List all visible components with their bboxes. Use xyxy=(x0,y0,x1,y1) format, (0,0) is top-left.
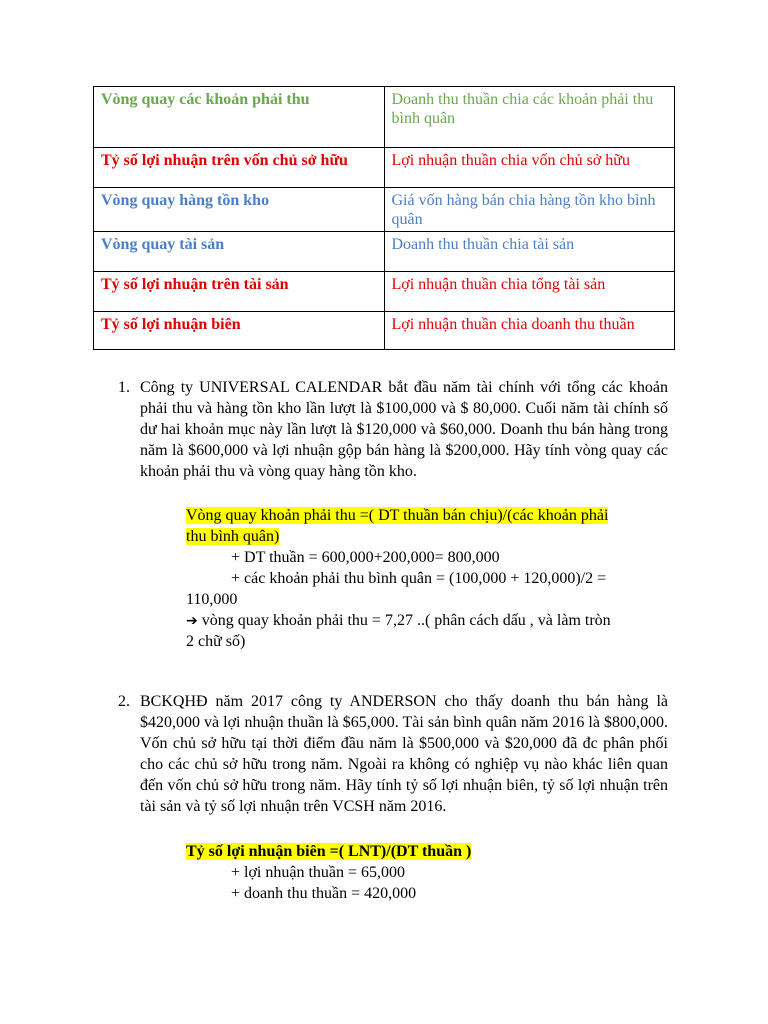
answer-heading: Vòng quay khoản phải thu =( DT thuần bán chịu)/(các khoản phải xyxy=(186,507,609,524)
arrow-right-icon: ➔ xyxy=(186,613,198,629)
calc-step: + lợi nhuận thuần = 65,000 xyxy=(231,864,406,881)
question-text: BCKQHĐ năm 2017 công ty ANDERSON cho thấy doanh thu bán hàng là $420,000 và lợi nhuận thuần là $65,000. Tài sản bình quân năm 2016 là $800,000. Vốn chủ sở hữu tại thời điểm đầu năm là $500,000 và $20,000 đã đc phân phối cho các chủ sở hữu trong năm. Ngoài ra không có nghiệp vụ nào khác liên quan đến vốn chủ sở hữu trong năm. Hãy tính tỷ số lợi nhuận biên, tỷ số lợi nhuận trên tài sản và tỷ số lợi nhuận trên VCSH năm 2016. xyxy=(140,693,668,815)
term-cell: Tỷ số lợi nhuận biên xyxy=(94,312,385,350)
table-row xyxy=(94,188,675,232)
question-number: 2. xyxy=(118,693,130,710)
formula-cell: Lợi nhuận thuần chia tổng tài sản xyxy=(384,272,675,312)
formula-cell: Lợi nhuận thuần chia vốn chủ sở hữu xyxy=(384,148,675,188)
answer-heading-cont: thu bình quân) xyxy=(186,528,280,545)
ratio-table xyxy=(93,86,675,350)
table-row xyxy=(94,312,675,350)
term-cell: Vòng quay tài sản xyxy=(94,232,385,272)
calc-step: + doanh thu thuần = 420,000 xyxy=(231,885,417,902)
calc-step: + DT thuần = 600,000+200,000= 800,000 xyxy=(231,549,500,566)
calc-step-cont: 110,000 xyxy=(186,591,238,608)
result-line xyxy=(186,610,611,632)
calc-step: + các khoản phải thu bình quân = (100,000 + 120,000)/2 = xyxy=(231,570,607,587)
question-number: 1. xyxy=(118,379,130,396)
term-cell: Tỷ số lợi nhuận trên vốn chủ sở hữu xyxy=(94,148,385,188)
table-row xyxy=(94,272,675,312)
formula-cell: Lợi nhuận thuần chia doanh thu thuần xyxy=(384,312,675,350)
term-cell: Vòng quay các khoản phải thu xyxy=(94,87,385,148)
term-cell: Vòng quay hàng tồn kho xyxy=(94,188,385,232)
formula-cell: Giá vốn hàng bán chia hàng tồn kho bình quân xyxy=(384,188,675,232)
formula-cell: Doanh thu thuần chia các khoản phải thu bình quân xyxy=(384,87,675,148)
result-cont: 2 chữ số) xyxy=(186,633,246,650)
question-text: Công ty UNIVERSAL CALENDAR bắt đầu năm tài chính với tổng các khoản phải thu và hàng tồn kho lần lượt là $100,000 và $ 80,000. Cuối năm tài chính số dư hai khoản mục này lần lượt là $120,000 và $60,000. Doanh thu bán hàng trong năm là $600,000 và lợi nhuận gộp bán hàng là $200,000. Hãy tính vòng quay các khoản phải thu và vòng quay hàng tồn kho. xyxy=(140,379,668,480)
table-row xyxy=(94,148,675,188)
result-text: vòng quay khoản phải thu = 7,27 ..( phân cách dấu , và làm tròn xyxy=(201,612,611,629)
term-cell: Tỷ số lợi nhuận trên tài sản xyxy=(94,272,385,312)
table-row xyxy=(94,232,675,272)
answer-heading: Tỷ số lợi nhuận biên =( LNT)/(DT thuần ) xyxy=(186,843,472,860)
table-row xyxy=(94,87,675,148)
formula-cell: Doanh thu thuần chia tài sản xyxy=(384,232,675,272)
